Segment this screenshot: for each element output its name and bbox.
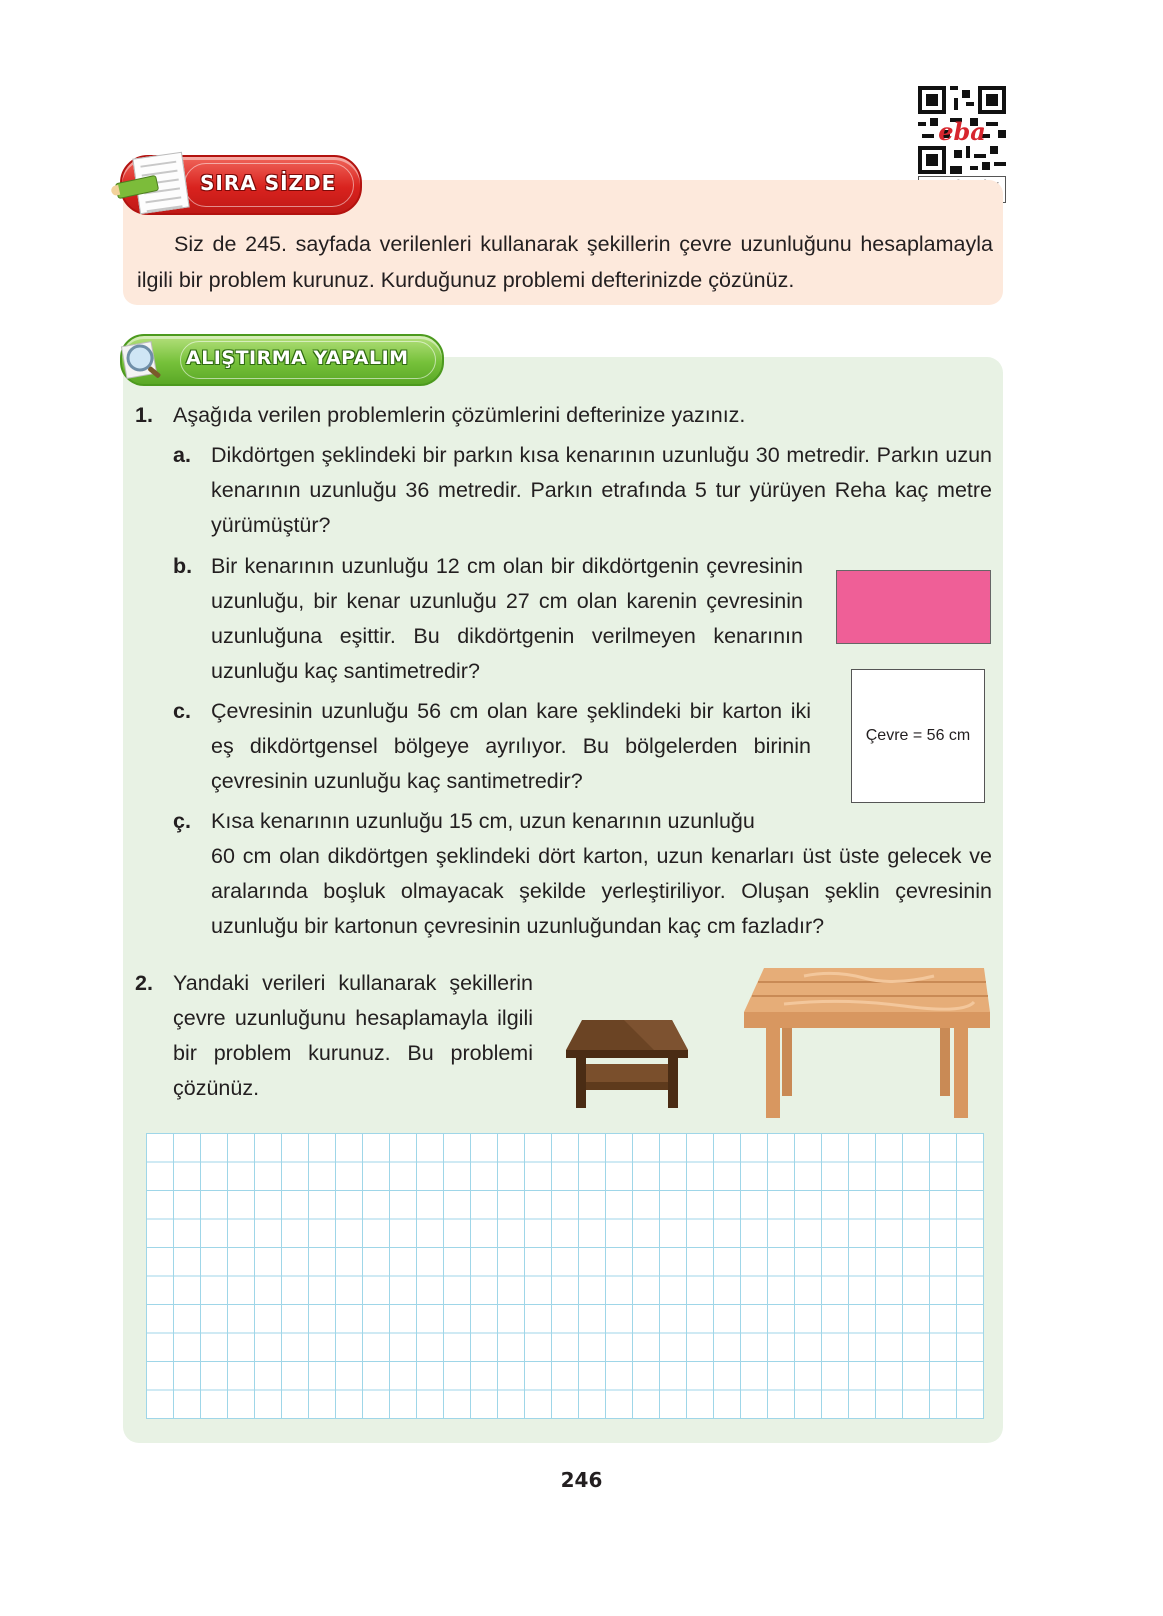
alistirma-banner (120, 334, 444, 386)
pink-rectangle-figure (836, 570, 991, 644)
alistirma-title: ALIŞTIRMA YAPALIM (186, 347, 409, 369)
qr-code[interactable] (918, 86, 1006, 174)
question-1-number: 1. (135, 403, 153, 427)
answer-grid[interactable] (146, 1133, 984, 1419)
item-cc-text: Kısa kenarının uzunluğu 15 cm, uzun kenarının uzunluğu 60 cm olan dikdörtgen şeklindeki dört karton, uzun kenarları üst üste gelecek ve aralarında boşluk olmayacak şekilde yerleştiriliyor. Oluşan şeklin çevresinin uzunluğu bir kartonun çevresinin uzunluğundan kaç cm fazladır? (211, 809, 992, 938)
svg-text:eba: eba (938, 117, 986, 146)
sira-sizde-title: SIRA SİZDE (200, 171, 337, 195)
question-2-text: Yandaki verileri kullanarak şekillerin çevre uzunluğunu hesaplamayla ilgili bir problem kurunuz. Bu problemi çözünüz. (173, 971, 533, 1100)
item-c-text: Çevresinin uzunluğu 56 cm olan kare şeklindeki bir karton iki eş dikdörtgensel bölgeye ayrılıyor. Bu bölgelerden birinin çevresinin uzunluğu kaç santimetredir? (211, 699, 811, 793)
square-figure (851, 669, 985, 803)
item-b-text: Bir kenarının uzunluğu 12 cm olan bir dikdörtgenin çevresinin uzunluğu, bir kenar uzunluğu 27 cm olan karenin çevresinin uzunluğuna eşittir. Bu dikdörtgenin verilmeyen kenarının uzunluğu kaç santimetredir? (211, 554, 803, 683)
sira-sizde-text: Siz de 245. sayfada verilenleri kullanarak şekillerin çevre uzunluğunu hesaplamayla ilgili bir problem kurunuz. Kurduğunuz problemi defterinizde çözünüz. (137, 232, 993, 292)
large-table-image (744, 968, 990, 1118)
qr-code-icon (918, 86, 1006, 174)
item-c-label: c. (173, 699, 191, 723)
magnifier-icon (120, 338, 164, 382)
small-table-image (564, 1020, 690, 1110)
item-b-label: b. (173, 554, 193, 578)
square-perimeter-label: Çevre = 56 cm (865, 727, 971, 744)
item-a-text: Dikdörtgen şeklindeki bir parkın kısa kenarının uzunluğu 30 metredir. Parkın uzun kenarının uzunluğu 36 metredir. Parkın etrafında 5 tur yürüyen Reha kaç metre yürümüştür? (211, 443, 992, 537)
question-2-number: 2. (135, 971, 153, 995)
item-cc-label: ç. (173, 809, 191, 833)
item-a-label: a. (173, 443, 191, 467)
sira-sizde-banner (120, 155, 362, 215)
question-1-text: Aşağıda verilen problemlerin çözümlerini defterinize yazınız. (173, 403, 746, 427)
page-number: 246 (560, 1468, 603, 1492)
